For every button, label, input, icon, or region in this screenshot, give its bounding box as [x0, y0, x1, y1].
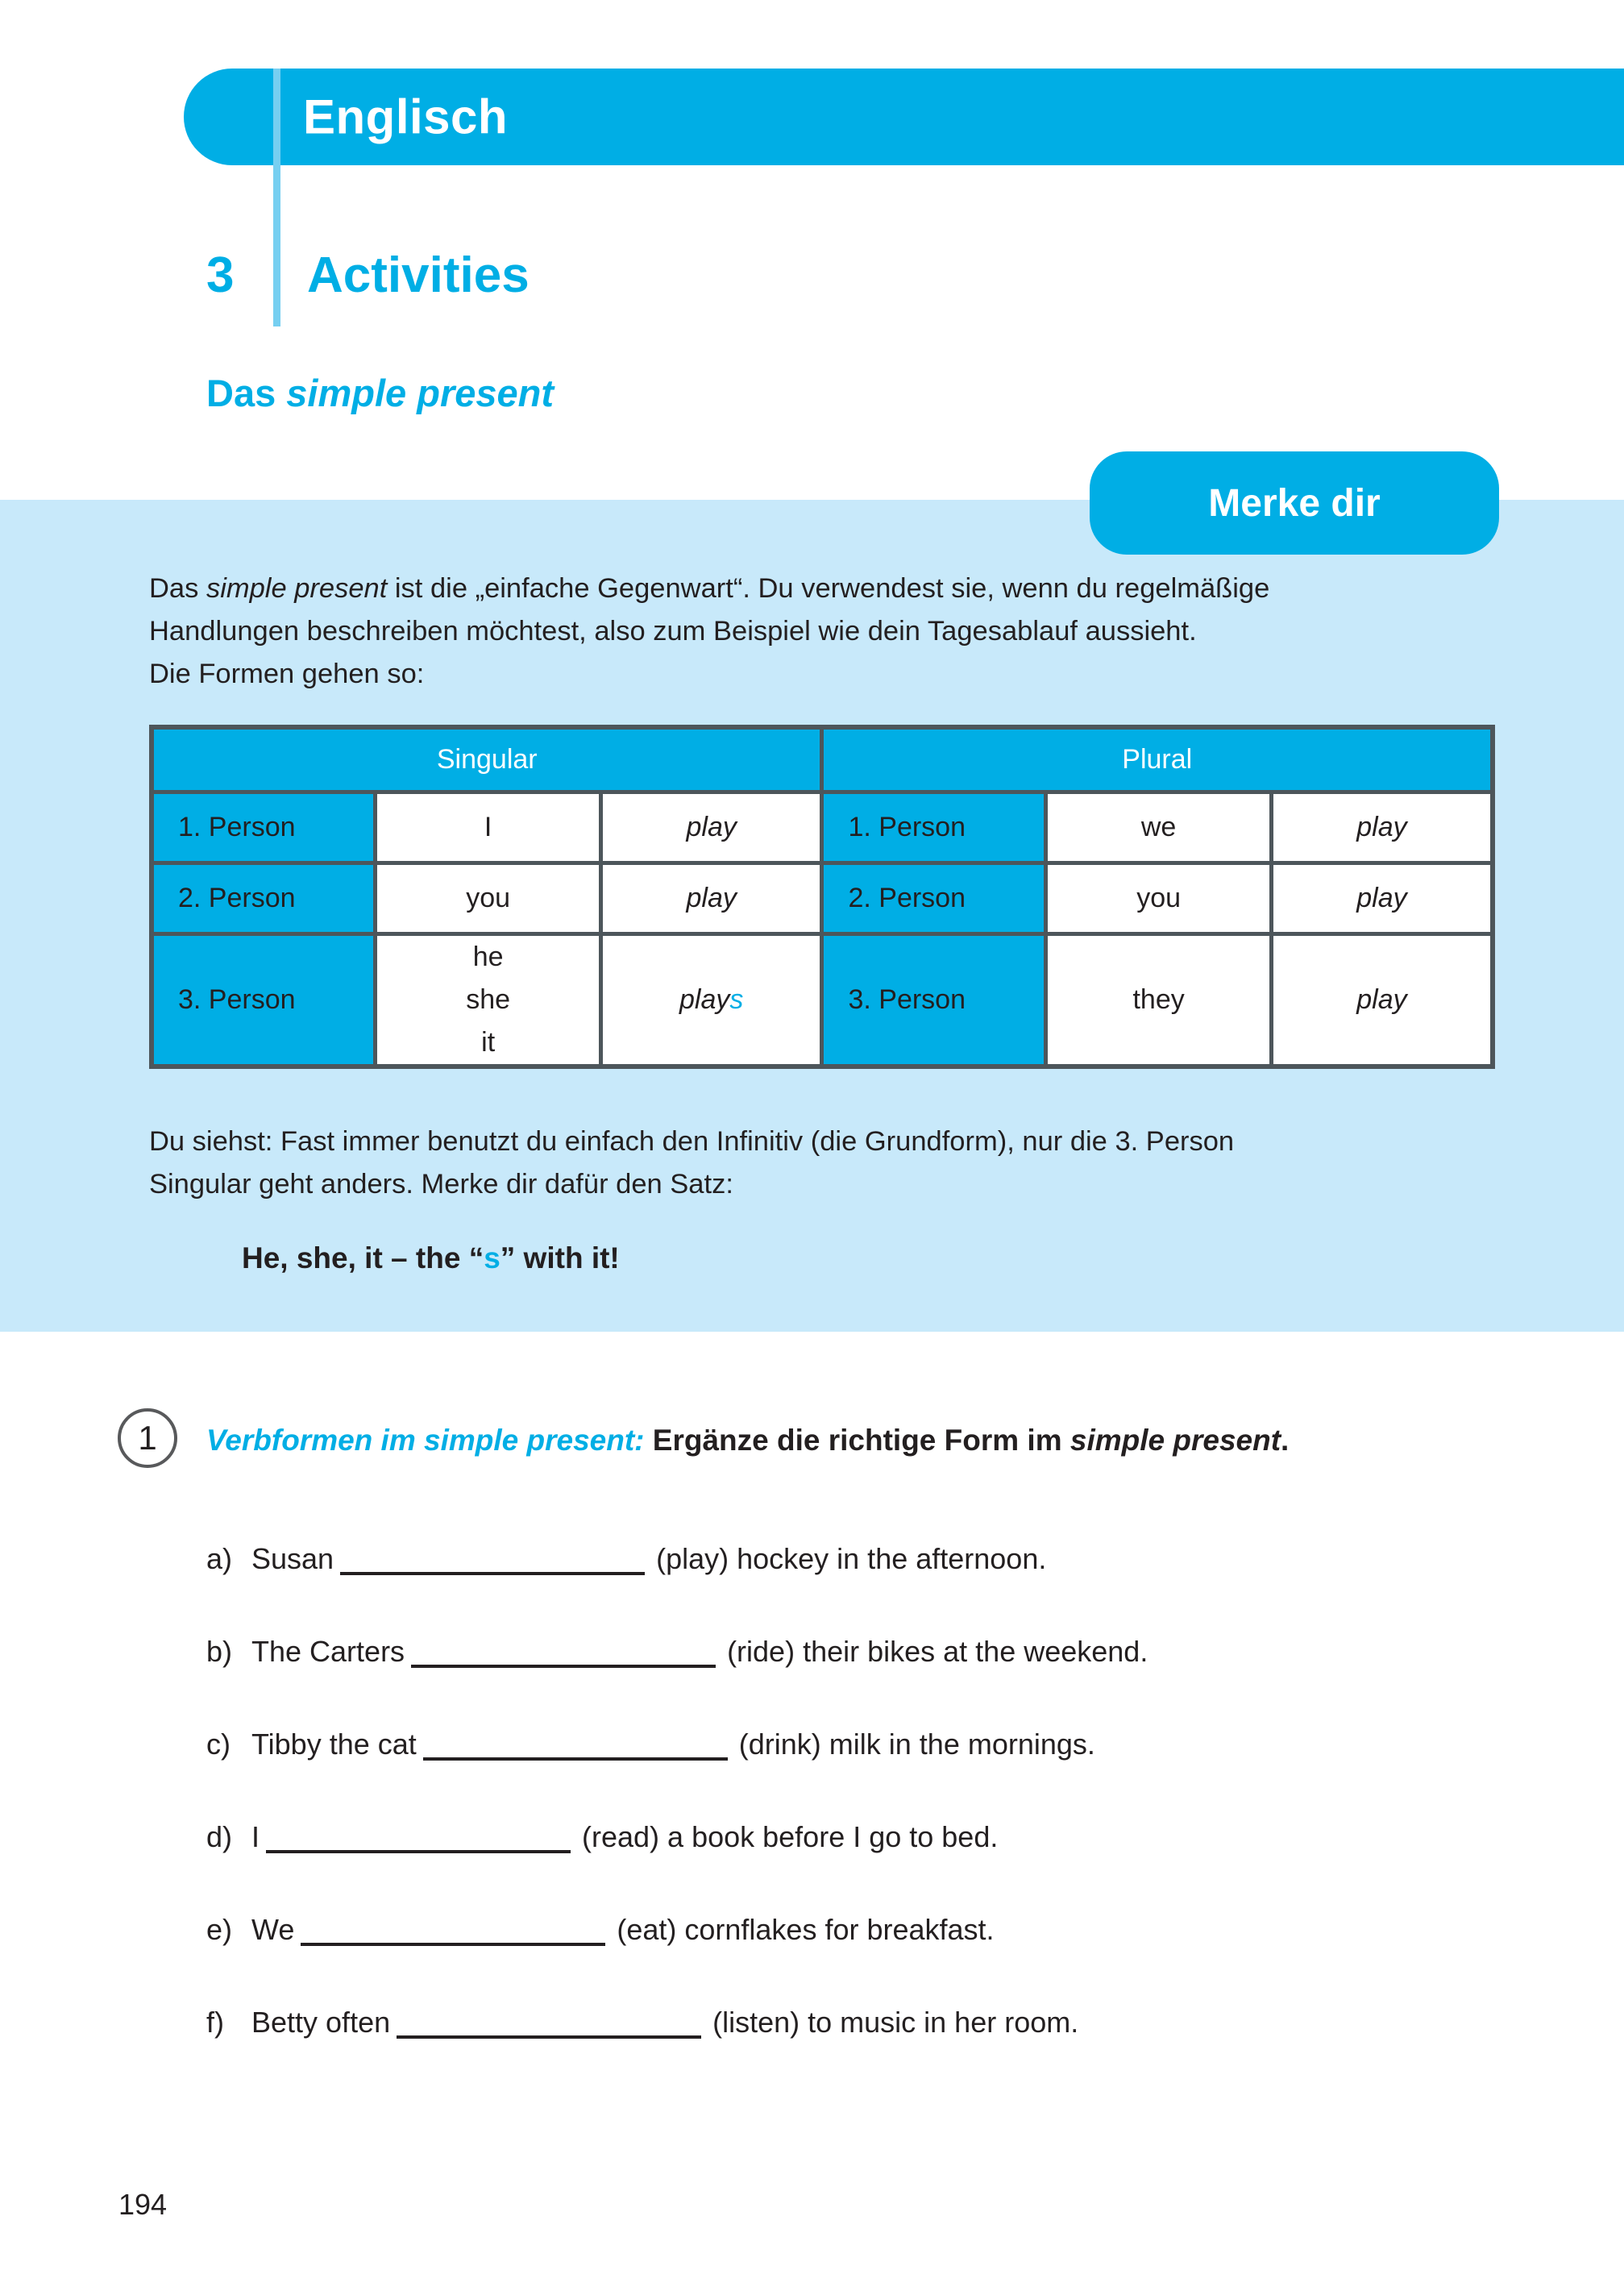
person-label: 2. Person	[152, 863, 376, 933]
item-text-after: (ride) their bikes at the weekend.	[727, 1635, 1148, 1668]
person-label: 1. Person	[152, 792, 376, 863]
person-label: 1. Person	[822, 792, 1046, 863]
item-text-after: (read) a book before I go to bed.	[582, 1820, 999, 1853]
subject-title: Englisch	[303, 89, 509, 144]
note-badge-label: Merke dir	[1208, 481, 1381, 525]
verb-cell: play	[600, 792, 822, 863]
answer-blank	[397, 2010, 701, 2039]
exercise-title-blue: Verbformen im simple present:	[206, 1424, 645, 1457]
note-badge	[1090, 451, 1499, 555]
item-text-before: Susan	[251, 1542, 334, 1575]
verb-suffix-s: s	[729, 983, 744, 1015]
person-label: 3. Person	[152, 933, 376, 1066]
verb-cell: play	[600, 863, 822, 933]
intro-text: ist die „einfache Gegenwart“. Du verwendest sie, wenn du regelmäßige	[387, 573, 1270, 604]
exercise-item-c	[206, 1725, 1536, 1764]
item-text-after: (drink) milk in the mornings.	[738, 1728, 1095, 1761]
note-outro	[149, 1121, 1624, 1206]
note-box-content	[0, 500, 1624, 1275]
answer-blank	[340, 1546, 645, 1575]
answer-blank	[411, 1639, 716, 1668]
person-label: 2. Person	[822, 863, 1046, 933]
pronoun-cell	[376, 933, 601, 1066]
subject-banner	[184, 69, 1624, 165]
exercise-items	[206, 1540, 1536, 2096]
exercise-title-italic: simple present	[1070, 1424, 1281, 1457]
item-label: b)	[206, 1635, 233, 1668]
item-label: c)	[206, 1728, 231, 1761]
item-text-before: Tibby the cat	[251, 1728, 417, 1761]
item-label: e)	[206, 1913, 233, 1946]
mnemonic-s: s	[484, 1241, 500, 1274]
chapter-number: 3	[206, 247, 235, 303]
item-text-after: (eat) cornflakes for breakfast.	[617, 1913, 995, 1946]
outro-line-1: Du siehst: Fast immer benutzt du einfach den Infinitiv (die Grundform), nur die 3. Person	[149, 1125, 1235, 1157]
item-label: f)	[206, 2006, 224, 2039]
intro-text-italic: simple present	[206, 573, 388, 604]
answer-blank	[301, 1917, 605, 1946]
item-label: a)	[206, 1542, 233, 1575]
section-title-prefix: Das	[206, 372, 287, 414]
person-label: 3. Person	[822, 933, 1046, 1066]
pronoun-she: she	[466, 983, 511, 1015]
table-row	[152, 863, 1493, 933]
mnemonic-sentence	[242, 1241, 1624, 1275]
answer-blank	[423, 1732, 728, 1761]
exercise-item-f	[206, 2003, 1536, 2042]
pronoun-cell: we	[1046, 792, 1272, 863]
pronoun-he: he	[472, 941, 504, 972]
pronoun-it: it	[481, 1026, 496, 1058]
section-title-italic: simple present	[286, 372, 554, 414]
intro-line-2: Handlungen beschreiben möchtest, also zum Beispiel wie dein Tagesablauf aussieht.	[149, 616, 1197, 647]
verb-forms-table	[149, 725, 1495, 1069]
exercise-number-badge	[118, 1408, 177, 1468]
note-box	[0, 481, 1624, 1332]
table-header-plural: Plural	[822, 727, 1493, 792]
intro-line-1	[149, 568, 1624, 610]
exercise-item-a	[206, 1540, 1536, 1578]
table-header-singular: Singular	[152, 727, 822, 792]
chapter-title: Activities	[307, 247, 530, 303]
pronoun-cell: they	[1046, 933, 1272, 1066]
verb-cell: play	[1271, 792, 1493, 863]
pronoun-cell: you	[376, 863, 601, 933]
item-text-before: Betty often	[251, 2006, 391, 2039]
outro-line-2: Singular geht anders. Merke dir dafür den Satz:	[149, 1168, 733, 1200]
exercise-title-end: .	[1281, 1424, 1290, 1457]
item-text-before: I	[251, 1820, 260, 1853]
verb-stem: play	[679, 983, 730, 1015]
table-row	[152, 792, 1493, 863]
pronoun-cell: I	[376, 792, 601, 863]
exercise-number: 1	[138, 1419, 157, 1457]
item-text-before: The Carters	[251, 1635, 405, 1668]
table-row	[152, 933, 1493, 1066]
mnemonic-pre: He, she, it – the “	[242, 1241, 484, 1274]
verb-cell: play	[1271, 863, 1493, 933]
intro-text: Das	[149, 573, 206, 604]
pronoun-cell: you	[1046, 863, 1272, 933]
verb-cell: play	[1271, 933, 1493, 1066]
exercise-item-b	[206, 1632, 1536, 1671]
intro-line-3: Die Formen gehen so:	[149, 659, 425, 689]
chapter-divider-rule	[273, 69, 280, 326]
item-text-after: (listen) to music in her room.	[712, 2006, 1079, 2039]
answer-blank	[266, 1824, 571, 1853]
exercise-title	[206, 1424, 1289, 1457]
section-title	[206, 371, 554, 415]
verb-cell	[600, 933, 822, 1066]
item-label: d)	[206, 1820, 233, 1853]
item-text-before: We	[251, 1913, 295, 1946]
page-number: 194	[118, 2188, 168, 2221]
exercise-title-mid: Ergänze die richtige Form im	[644, 1424, 1070, 1457]
exercise-item-e	[206, 1911, 1536, 1949]
item-text-after: (play) hockey in the afternoon.	[656, 1542, 1047, 1575]
mnemonic-post: ” with it!	[500, 1241, 620, 1274]
exercise-item-d	[206, 1818, 1536, 1856]
